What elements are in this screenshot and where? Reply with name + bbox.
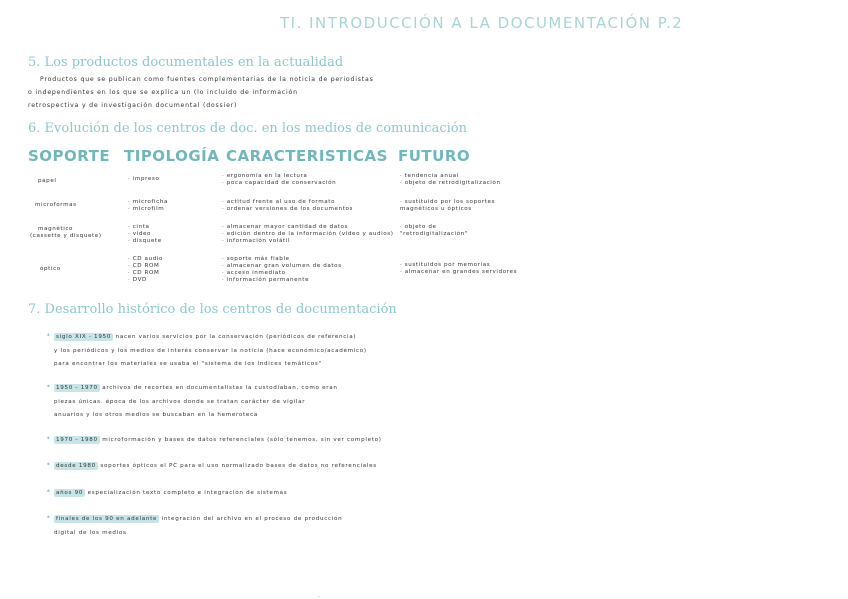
cell-futuro: · tendencia anual · objeto de retrodigitalización: [400, 173, 501, 186]
cell-soporte: papel: [38, 178, 57, 184]
cell-caracteristicas: · almacenar mayor cantidad de datos · edición dentro de la información (vídeo y audios) · información volátil: [222, 224, 394, 244]
bullet: •: [46, 513, 51, 522]
section-5-heading: 5. Los productos documentales en la actualidad: [28, 55, 344, 70]
column-header-tipologia: TIPOLOGÍA: [124, 147, 220, 165]
paragraph-line: Productos que se publican como fuentes complementarias de la noticia de periodistas: [40, 76, 374, 83]
column-header-caracteristicas: CARACTERISTICAS: [226, 147, 388, 165]
period-highlight: finales de los 90 en adelante: [56, 516, 158, 522]
cell-soporte: magnético (cassette y disquete): [30, 226, 102, 239]
timeline-line: finales de los 90 en adelante integración del archivo en el proceso de producción: [56, 516, 343, 522]
paragraph-line: retrospectiva y de investigación documental (dossier): [28, 102, 238, 109]
timeline-line: años 90 especialización texto completo e integración de sistemas: [56, 490, 288, 496]
cell-soporte: óptico: [40, 266, 61, 272]
period-highlight: desde 1980: [56, 463, 96, 469]
page-title: TI. INTRODUCCIÓN A LA DOCUMENTACIÓN P.2: [280, 14, 684, 32]
cell-caracteristicas: · ergonomía en la lectura · poca capacidad de conservación: [222, 173, 337, 186]
paragraph-line: o independientes en los que se explica un (lo incluido de información: [28, 89, 298, 96]
timeline-line: digital de los medios: [54, 530, 127, 536]
cell-tipologia: · cinta · vídeo · disquete: [128, 224, 162, 244]
cell-tipologia: · impreso: [128, 176, 160, 182]
section-7-heading: 7. Desarrollo histórico de los centros de documentación: [28, 302, 397, 317]
bullet: •: [46, 434, 51, 443]
period-highlight: años 90: [56, 490, 84, 496]
cell-futuro: · sustituidos por memorias · almacenar en grandes servidores: [400, 262, 518, 275]
section-6-heading: 6. Evolución de los centros de doc. en los medios de comunicación: [28, 121, 467, 136]
period-highlight: siglo XIX - 1950: [56, 334, 112, 340]
column-header-futuro: FUTURO: [398, 147, 471, 165]
cell-tipologia: · CD audio · CD ROM · CD ROM · DVD: [128, 256, 164, 283]
timeline-line: anuarios y los otros medios se buscaban en la hemeroteca: [54, 412, 258, 418]
period-highlight: 1950 - 1970: [56, 385, 98, 391]
period-highlight: 1970 - 1980: [56, 437, 98, 443]
timeline-line: piezas únicas. época de los archivos donde se tratan carácter de vigilar: [54, 399, 306, 405]
bullet: •: [46, 460, 51, 469]
cell-futuro: · sustituido por los soportes magnéticos u ópticos: [400, 199, 495, 212]
bullet: •: [46, 487, 51, 496]
timeline-line: para encontrar los materiales se usaba el "sistema de los índices temáticos": [54, 361, 322, 367]
cell-caracteristicas: · soporte más fiable · almacenar gran volumen de datos · acceso inmediato · información permanente: [222, 256, 342, 283]
timeline-line: y los periódicos y los medios de interés conservar la noticia (hace económico/académico): [54, 348, 367, 354]
footer-mark: .: [318, 592, 320, 599]
section-5-paragraph: [28, 73, 374, 112]
timeline-line: desde 1980 soportes ópticos el PC para el uso normalizado bases de datos no referenciales: [56, 463, 377, 469]
column-header-soporte: SOPORTE: [28, 147, 111, 165]
timeline-line: siglo XIX - 1950 nacen varios servicios por la conservación (periódicos de referencia): [56, 334, 357, 340]
timeline-line: 1950 - 1970 archivos de recortes en documentalistas la custodiaban, como eran: [56, 385, 338, 391]
cell-tipologia: · microficha · microfilm: [128, 199, 169, 212]
timeline-line: 1970 - 1980 microformación y bases de datos referenciales (sólo tenemos, sin ver completo): [56, 437, 382, 443]
bullet: •: [46, 382, 51, 391]
cell-caracteristicas: · actitud frente al uso de formato · ordenar versiones de los documentos: [222, 199, 354, 212]
cell-futuro: · objeto de "retrodigitalización": [400, 224, 469, 237]
bullet: •: [46, 331, 51, 340]
cell-soporte: microformas: [35, 202, 77, 208]
